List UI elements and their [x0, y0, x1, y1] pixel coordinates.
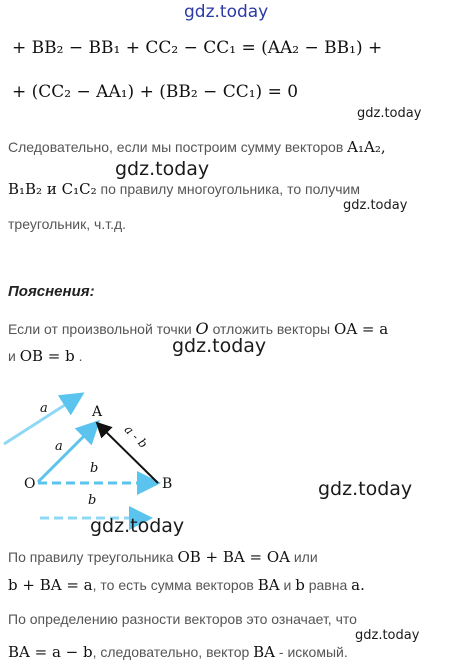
label-a-minus-b: a - b	[121, 422, 151, 451]
rule2-vector-ba: BA	[257, 576, 280, 594]
def2-equation: BA = a − b	[8, 643, 93, 661]
expl2-and: и	[8, 348, 16, 364]
rule2-vector-b: b	[295, 576, 305, 594]
expl1-equation: OA = a	[334, 320, 389, 338]
equation-line-1: + BB₂ − BB₁ + CC₂ − CC₁ = (AA₂ − BB₁) +	[12, 38, 383, 58]
watermark-5: gdz.today	[172, 335, 267, 357]
rule2-vector-a: a.	[351, 576, 365, 594]
vector-oa	[38, 422, 98, 482]
label-b: B	[162, 476, 173, 492]
vector-diagram	[0, 392, 300, 532]
def2-text-b: - искомый.	[278, 644, 348, 660]
section-heading: Пояснения:	[8, 283, 95, 300]
label-o: O	[24, 476, 36, 492]
watermark-2: gdz.today	[357, 106, 422, 121]
watermark-7: gdz.today	[90, 515, 185, 537]
expl1-text-b: отложить векторы	[212, 321, 331, 337]
point-o: O	[195, 319, 209, 338]
def-line1: По определению разности векторов это означает, что	[8, 611, 357, 627]
para1-text-a: Следовательно, если мы построим сумму векторов	[8, 139, 344, 155]
watermark-3: gdz.today	[115, 158, 210, 180]
para1-text-b: по правилу многоугольника, то получим	[100, 181, 360, 197]
para1-line1	[8, 138, 386, 156]
rule-line2	[8, 576, 365, 594]
watermark-6: gdz.today	[318, 478, 413, 500]
def2-vector-ba: BA	[253, 643, 276, 661]
label-b-ob: b	[90, 461, 99, 476]
watermark-4: gdz.today	[343, 198, 408, 213]
def2-text-a: , следовательно, вектор	[92, 644, 250, 660]
watermark-8: gdz.today	[355, 628, 420, 643]
expl2-end: .	[78, 348, 83, 364]
watermark-top: gdz.today	[184, 2, 269, 22]
para1-line2	[8, 180, 360, 198]
rule-line1	[8, 548, 318, 566]
rule2-and: и	[283, 577, 292, 593]
label-a: A	[92, 404, 103, 420]
rule2-text-a: , то есть сумма векторов	[92, 577, 254, 593]
expl2-equation: OB = b	[19, 347, 75, 365]
rule1-equation: OB + BA = OA	[177, 548, 290, 566]
para1-vectors-b1b2-c1c2: B₁B₂ и C₁C₂	[8, 180, 97, 198]
rule2-equation: b + BA = a	[8, 576, 93, 594]
expl1-text-a: Если от произвольной точки	[8, 321, 192, 337]
para1-line3: треугольник, ч.т.д.	[8, 216, 127, 232]
rule1-text-a: По правилу треугольника	[8, 549, 174, 565]
para1-vector-a1a2: A₁A₂,	[347, 138, 386, 156]
rule1-text-b: или	[293, 549, 318, 565]
label-a-oa: a	[55, 439, 63, 454]
expl-line2	[8, 347, 83, 365]
def-line2	[8, 643, 348, 661]
label-b-free: b	[88, 493, 97, 508]
equation-line-2: + (CC₂ − AA₁) + (BB₂ − CC₁) = 0	[12, 82, 299, 102]
label-a-free: a	[40, 401, 48, 416]
rule2-equals: равна	[308, 577, 348, 593]
